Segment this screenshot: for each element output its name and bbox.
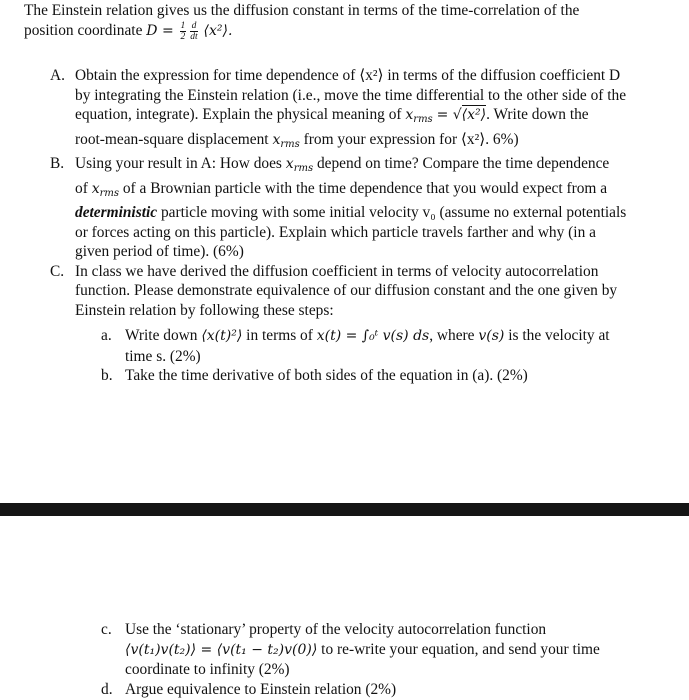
math-expression: ⟨x(t)²⟩ — [201, 328, 243, 344]
question-b-line — [75, 179, 684, 204]
math-expression: x(t) = ∫₀ᵗ v(s) ds — [316, 328, 430, 344]
question-a-line: by integrating the Einstein relation (i.e., move the time differential to the other side of the — [75, 86, 627, 104]
frac-numerator: 1 — [180, 20, 186, 31]
text-span: Write down — [125, 327, 198, 344]
x-symbol: x — [285, 156, 294, 172]
frac-numerator: d — [191, 20, 197, 31]
einstein-formula-lhs: D = — [146, 22, 174, 39]
step-c-line: Use the ‘stationary’ property of the velocity autocorrelation function — [125, 621, 547, 638]
text-span: from your expression for ⟨x²⟩. 6%) — [303, 130, 519, 148]
frac-denominator: dt — [190, 31, 198, 42]
text-span: depend on time? Compare the time dependence — [316, 155, 610, 172]
question-c-line: In class we have derived the diffusion coefficient in terms of velocity autocorrelation — [75, 262, 599, 280]
question-b — [24, 154, 684, 262]
intro-line-1: The Einstein relation gives us the diffusion constant in terms of the time-correlation of the — [24, 2, 580, 19]
math-expression: v(s) — [478, 328, 505, 344]
step-a-line — [125, 326, 684, 347]
x-rms-symbol — [272, 132, 299, 148]
question-label: B. — [50, 155, 65, 172]
frac-denominator: 2 — [180, 31, 186, 42]
question-c-line: Einstein relation by following these steps: — [75, 301, 334, 319]
question-b-line — [75, 154, 684, 179]
question-c-line: function. Please demonstrate equivalence of our diffusion constant and the one given by — [75, 282, 618, 299]
step-d — [24, 680, 684, 700]
intro-paragraph — [24, 1, 674, 42]
emphasized-word: deterministic — [75, 204, 158, 221]
question-b-line: given period of time). (6%) — [75, 243, 244, 260]
step-b-line: Take the time derivative of both sides of the equation in (a). (2%) — [125, 367, 528, 384]
step-label: d. — [101, 680, 113, 698]
x-symbol: x — [272, 131, 281, 148]
text-span: root-mean-square displacement — [75, 130, 269, 148]
question-b-line — [75, 203, 684, 223]
question-b-line: or forces acting on this particle). Explain which particle travels farther and why (in a — [75, 223, 596, 241]
x-symbol: x — [91, 180, 100, 197]
question-label: A. — [50, 67, 65, 84]
text-span: Using your result in A: How does — [75, 155, 282, 172]
x-rms-symbol — [405, 107, 432, 123]
text-span: of — [75, 179, 88, 197]
text-span: in terms of — [246, 327, 313, 344]
intro-line-2 — [24, 21, 674, 42]
continued-steps — [24, 620, 684, 699]
step-a-line: time s. (2%) — [125, 347, 201, 365]
step-c-line: coordinate to infinity (2%) — [125, 661, 290, 678]
question-a-line: Obtain the expression for time dependence of ⟨x²⟩ in terms of the diffusion coefficient D — [75, 67, 621, 84]
step-b — [24, 366, 684, 386]
rms-subscript: rms — [280, 138, 300, 150]
x-symbol: x — [405, 107, 414, 123]
text-span: particle moving with some initial velocity v₀ (assume no external potentials — [160, 204, 627, 221]
step-c — [24, 620, 684, 680]
question-label: C. — [50, 262, 65, 280]
fraction-one-half — [180, 21, 187, 42]
einstein-formula-rhs: ⟨x²⟩. — [203, 22, 233, 39]
step-label: b. — [101, 367, 113, 384]
step-a — [24, 326, 684, 366]
sqrt-sign: = √ — [436, 107, 462, 123]
x-rms-symbol — [286, 156, 313, 172]
question-a — [24, 66, 684, 154]
rms-subscript: rms — [293, 163, 314, 174]
text-span: equation, integrate). Explain the physical meaning of — [75, 106, 402, 123]
x-rms-symbol — [92, 181, 119, 197]
text-span: , where — [429, 327, 475, 344]
question-a-line — [75, 105, 684, 130]
step-c-line — [125, 640, 684, 661]
sqrt-argument: ⟨x²⟩ — [461, 107, 487, 123]
text-span: is the velocity at — [508, 327, 610, 344]
text-span: to re-write your equation, and send your time — [321, 640, 600, 658]
math-expression: ⟨v(t₁)v(t₂)⟩ = ⟨v(t₁ − t₂)v(0)⟩ — [125, 641, 318, 658]
step-d-line: Argue equivalence to Einstein relation (2%) — [125, 680, 397, 698]
rms-subscript: rms — [413, 114, 433, 125]
text-span: of a Brownian particle with the time dependence that you would expect from a — [122, 179, 608, 197]
page-divider-bar — [0, 503, 689, 516]
fraction-d-dt — [190, 21, 197, 42]
question-c — [24, 262, 684, 321]
intro-line-2-prefix: position coordinate — [24, 21, 143, 39]
question-a-line — [75, 130, 684, 155]
text-span: . Write down the — [486, 106, 589, 123]
step-label: a. — [101, 327, 112, 344]
rms-subscript: rms — [99, 187, 119, 199]
question-list — [24, 66, 684, 386]
step-label: c. — [101, 621, 112, 638]
